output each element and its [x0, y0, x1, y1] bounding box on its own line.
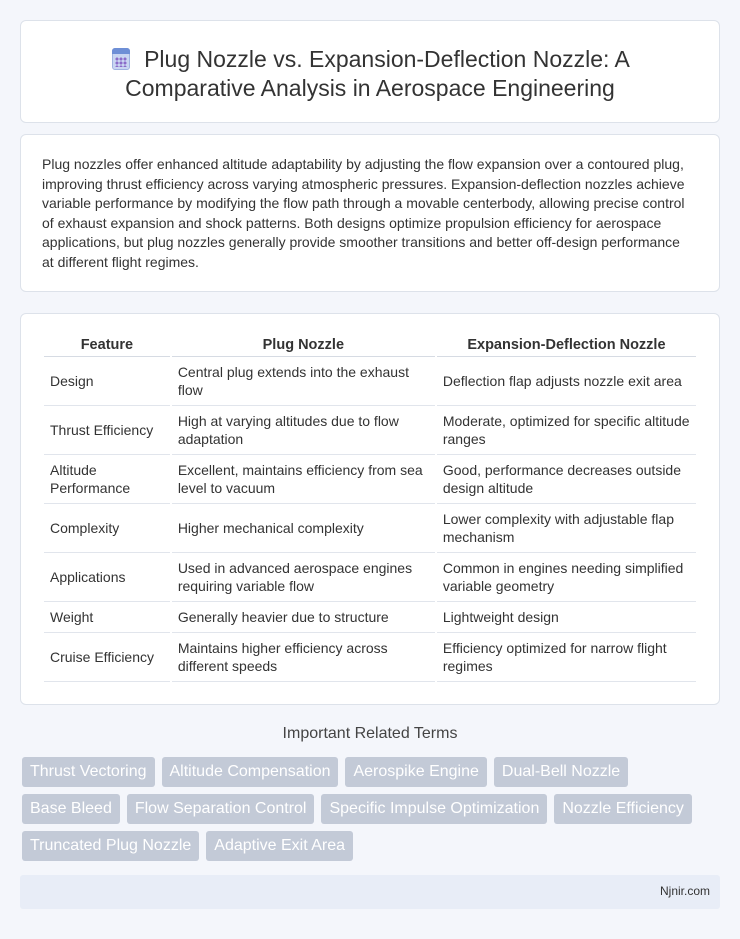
cell-ed: Efficiency optimized for narrow flight regimes: [437, 633, 696, 682]
table-row: [44, 602, 696, 633]
footer-site-link[interactable]: Njnir.com: [659, 884, 710, 898]
related-term-tag[interactable]: Altitude Compensation: [162, 757, 339, 787]
header-expansion-deflection: Expansion-Deflection Nozzle: [437, 334, 696, 357]
cell-ed: Moderate, optimized for specific altitude ranges: [437, 406, 696, 455]
table-row: [44, 455, 696, 504]
related-term-tag[interactable]: Adaptive Exit Area: [206, 831, 353, 861]
cell-plug: Higher mechanical complexity: [172, 504, 435, 553]
comparison-card: [20, 313, 720, 705]
table-row: [44, 504, 696, 553]
related-term-tag[interactable]: Aerospike Engine: [345, 757, 486, 787]
cell-ed: Good, performance decreases outside design altitude: [437, 455, 696, 504]
cell-plug: Excellent, maintains efficiency from sea level to vacuum: [172, 455, 435, 504]
intro-paragraph: Plug nozzles offer enhanced altitude adaptability by adjusting the flow expansion over a contoured plug, improving thrust efficiency across varying atmospheric pressures. Expansion-deflection nozzles achieve variable performance by modifying the flow path through a movable centerbody, allowing precise control of exhaust expansion and shock patterns. Both designs optimize propulsion efficiency for aerospace applications, but plug nozzles generally provide smoother transitions and better off-design performance at different flight regimes.: [42, 156, 685, 270]
cell-ed: Lower complexity with adjustable flap mechanism: [437, 504, 696, 553]
table-row: [44, 553, 696, 602]
related-term-tag[interactable]: Flow Separation Control: [127, 794, 315, 824]
table-header-row: [44, 334, 696, 357]
cell-plug: Used in advanced aerospace engines requiring variable flow: [172, 553, 435, 602]
cell-plug: High at varying altitudes due to flow adaptation: [172, 406, 435, 455]
cell-feature: Applications: [44, 553, 170, 602]
related-terms-list: [22, 757, 702, 861]
table-row: [44, 633, 696, 682]
cell-feature: Design: [44, 357, 170, 406]
page-title-wrap: [21, 45, 719, 103]
header-plug-nozzle: Plug Nozzle: [172, 334, 435, 357]
cell-ed: Lightweight design: [437, 602, 696, 633]
cell-plug: Central plug extends into the exhaust flow: [172, 357, 435, 406]
comparison-table: [42, 334, 698, 682]
cell-plug: Generally heavier due to structure: [172, 602, 435, 633]
cell-plug: Maintains higher efficiency across different speeds: [172, 633, 435, 682]
cell-ed: Common in engines needing simplified variable geometry: [437, 553, 696, 602]
table-row: [44, 406, 696, 455]
document-icon: [110, 48, 132, 70]
related-term-tag[interactable]: Thrust Vectoring: [22, 757, 155, 787]
page-title: Plug Nozzle vs. Expansion-Deflection Nozzle: A Comparative Analysis in Aerospace Engineering: [125, 46, 630, 101]
footer: [20, 875, 720, 909]
related-term-tag[interactable]: Nozzle Efficiency: [554, 794, 692, 824]
cell-ed: Deflection flap adjusts nozzle exit area: [437, 357, 696, 406]
cell-feature: Thrust Efficiency: [44, 406, 170, 455]
related-term-tag[interactable]: Base Bleed: [22, 794, 120, 824]
title-card: [20, 20, 720, 123]
intro-card: [20, 134, 720, 292]
cell-feature: Cruise Efficiency: [44, 633, 170, 682]
related-term-tag[interactable]: Dual-Bell Nozzle: [494, 757, 628, 787]
cell-feature: Altitude Performance: [44, 455, 170, 504]
header-feature: Feature: [44, 334, 170, 357]
related-terms-heading: Important Related Terms: [282, 725, 458, 742]
related-term-tag[interactable]: Specific Impulse Optimization: [321, 794, 547, 824]
cell-feature: Complexity: [44, 504, 170, 553]
table-row: [44, 357, 696, 406]
related-term-tag[interactable]: Truncated Plug Nozzle: [22, 831, 199, 861]
cell-feature: Weight: [44, 602, 170, 633]
